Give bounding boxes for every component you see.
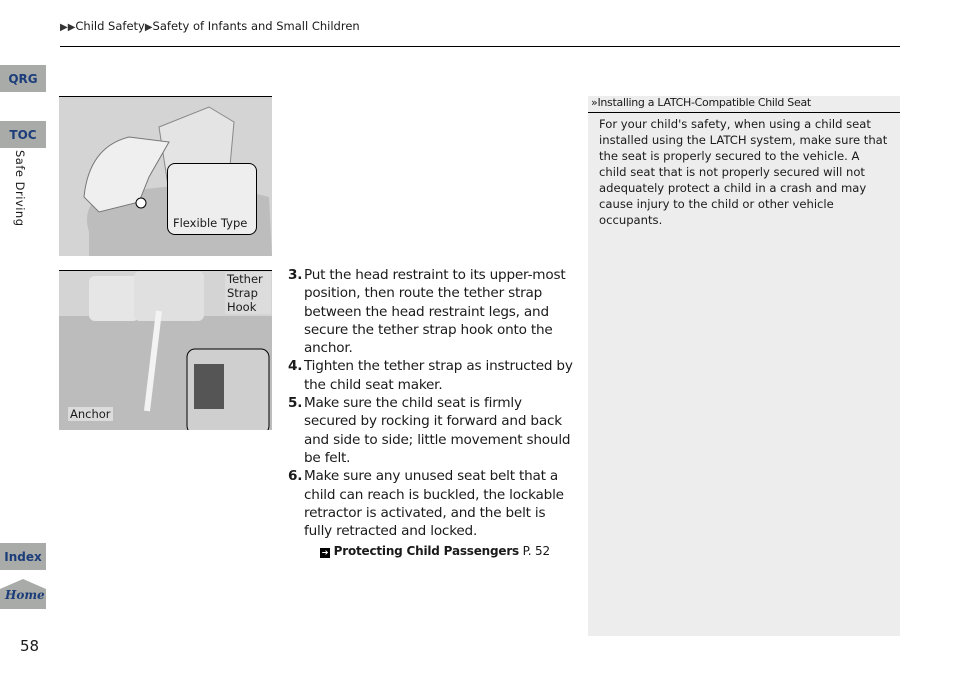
flexible-type-callout <box>167 163 257 235</box>
step-3 <box>288 266 573 357</box>
breadcrumb-current[interactable]: Safety of Infants and Small Children <box>152 19 360 33</box>
step-text: Make sure any unused seat belt that a child can reach is buckled, the lockable retractor is activated, and the belt is fully retracted and locked. <box>304 468 564 540</box>
label-line: Hook <box>227 300 257 314</box>
breadcrumb-arrow-icon: ▶▶ <box>60 22 76 33</box>
figure-flexible-latch <box>59 96 272 256</box>
step-number: 4. <box>288 358 303 375</box>
breadcrumb-child-safety[interactable]: Child Safety <box>75 19 145 33</box>
step-number: 6. <box>288 468 303 485</box>
instruction-steps <box>288 266 573 561</box>
breadcrumb <box>60 19 360 33</box>
qrg-tab[interactable]: QRG <box>0 65 46 92</box>
step-text: Make sure the child seat is firmly secured by rocking it forward and back and side to side; little movement should be felt. <box>304 395 571 466</box>
note-title: Installing a LATCH-Compatible Child Seat <box>597 96 811 109</box>
step-text: Put the head restraint to its upper-most position, then route the tether strap between the head restraint legs, and secure the tether strap hook onto the anchor. <box>304 267 566 357</box>
xref-page: P. 52 <box>522 544 550 559</box>
step-number: 3. <box>288 267 303 283</box>
page-number: 58 <box>20 637 40 655</box>
home-label: Home <box>5 588 45 602</box>
tether-strap-hook-label <box>225 272 271 314</box>
header-divider <box>60 46 900 47</box>
side-note <box>588 96 900 636</box>
xref-arrow-icon: ➔ <box>321 548 329 558</box>
toc-tab[interactable]: TOC <box>0 121 46 148</box>
index-tab[interactable]: Index <box>0 543 46 570</box>
figure-tether-anchor <box>59 270 272 430</box>
step-text: Tighten the tether strap as instructed by the child seat maker. <box>304 358 573 393</box>
xref-title: Protecting Child Passengers <box>333 544 520 559</box>
step-5 <box>288 394 573 467</box>
note-header <box>588 96 900 113</box>
label-line: Tether <box>227 272 263 286</box>
label-line: Strap <box>227 286 258 300</box>
note-body: For your child's safety, when using a child seat installed using the LATCH system, make sure that the seat is properly secured to the vehicle. A child seat that is not properly secured will not adequately protect a child in a crash and may cause injury to the child or other vehicle occupants. <box>599 117 888 227</box>
breadcrumb-arrow-icon: ▶ <box>144 22 153 33</box>
step-6 <box>288 467 573 540</box>
section-label: Safe Driving <box>13 150 27 227</box>
anchor-label: Anchor <box>70 407 111 421</box>
cross-reference-link[interactable] <box>320 542 573 560</box>
flexible-type-label: Flexible Type <box>173 216 248 230</box>
double-chevron-icon: » <box>591 96 598 109</box>
home-button[interactable] <box>0 579 46 609</box>
step-number: 5. <box>288 395 303 412</box>
step-4 <box>288 357 573 394</box>
